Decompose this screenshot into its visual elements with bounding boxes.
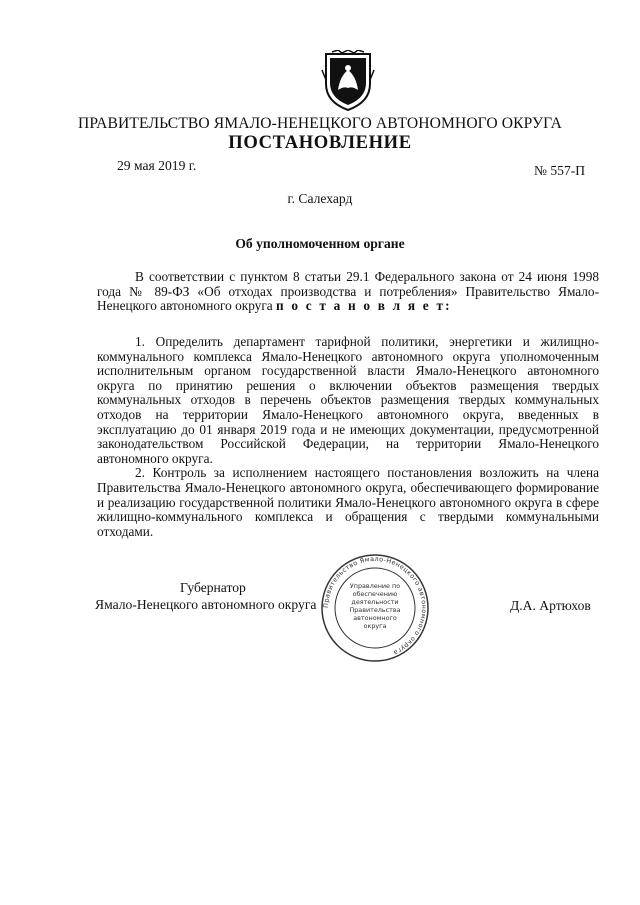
document-type-heading: ПОСТАНОВЛЕНИЕ: [228, 132, 412, 153]
decree-item-1: 1. Определить департамент тарифной политики, энергетики и жилищно-коммунального комплекса Ямало-Ненецкого автономного округа уполномоченным исполнительным органом государственной власти Ямало-Ненецкого автономного округа по принятию решения о включении объектов размещения твердых коммунальных отходов в перечень объектов размещения твердых коммунальных отходов на территории Ямало-Ненецкого автономного округа, введенных в эксплуатацию до 01 января 2019 года и не имеющих документации, предусмотренной законодательством Российской Федерации, на территории Ямало-Ненецкого автономного округа.: [97, 334, 599, 466]
signatory-organization: Ямало-Ненецкого автономного округа: [95, 597, 317, 612]
signatory-position: Губернатор: [180, 580, 246, 595]
stamp-inner-text: Управление по обеспечению деятельности Правительства автономного округа: [349, 582, 401, 630]
preamble-paragraph: [97, 270, 599, 314]
coat-of-arms-emblem: [318, 50, 378, 112]
signatory-name: Д.А. Артюхов: [510, 598, 591, 613]
stamp-ring-text: Правительство Ямало-Ненецкого автономного округа: [321, 554, 429, 658]
government-title: ПРАВИТЕЛЬСТВО ЯМАЛО-НЕНЕЦКОГО АВТОНОМНОГО ОКРУГА: [78, 115, 562, 132]
decree-item-2: 2. Контроль за исполнением настоящего постановления возложить на члена Правительства Ямало-Ненецкого автономного округа, обеспечивающего формирование и реализацию государственной политики Ямало-Ненецкого автономного округа в сфере жилищно-коммунального комплекса и обращения с твердыми коммунальными отходами.: [97, 465, 599, 539]
document-number: № 557-П: [534, 163, 586, 178]
document-city: г. Салехард: [287, 191, 353, 206]
decree-items: [97, 335, 599, 539]
official-stamp: [319, 552, 431, 664]
document-date: 29 мая 2019 г.: [117, 158, 197, 173]
document-subject: Об уполномоченном органе: [235, 236, 405, 251]
decree-word: п о с т а н о в л я е т:: [276, 298, 452, 314]
preamble-text: В соответствии с пунктом 8 статьи 29.1 Федерального закона от 24 июня 1998 года № 89-ФЗ «Об отходах производства и потребления» Правительство Ямало-Ненецкого автономного округа: [97, 269, 599, 314]
